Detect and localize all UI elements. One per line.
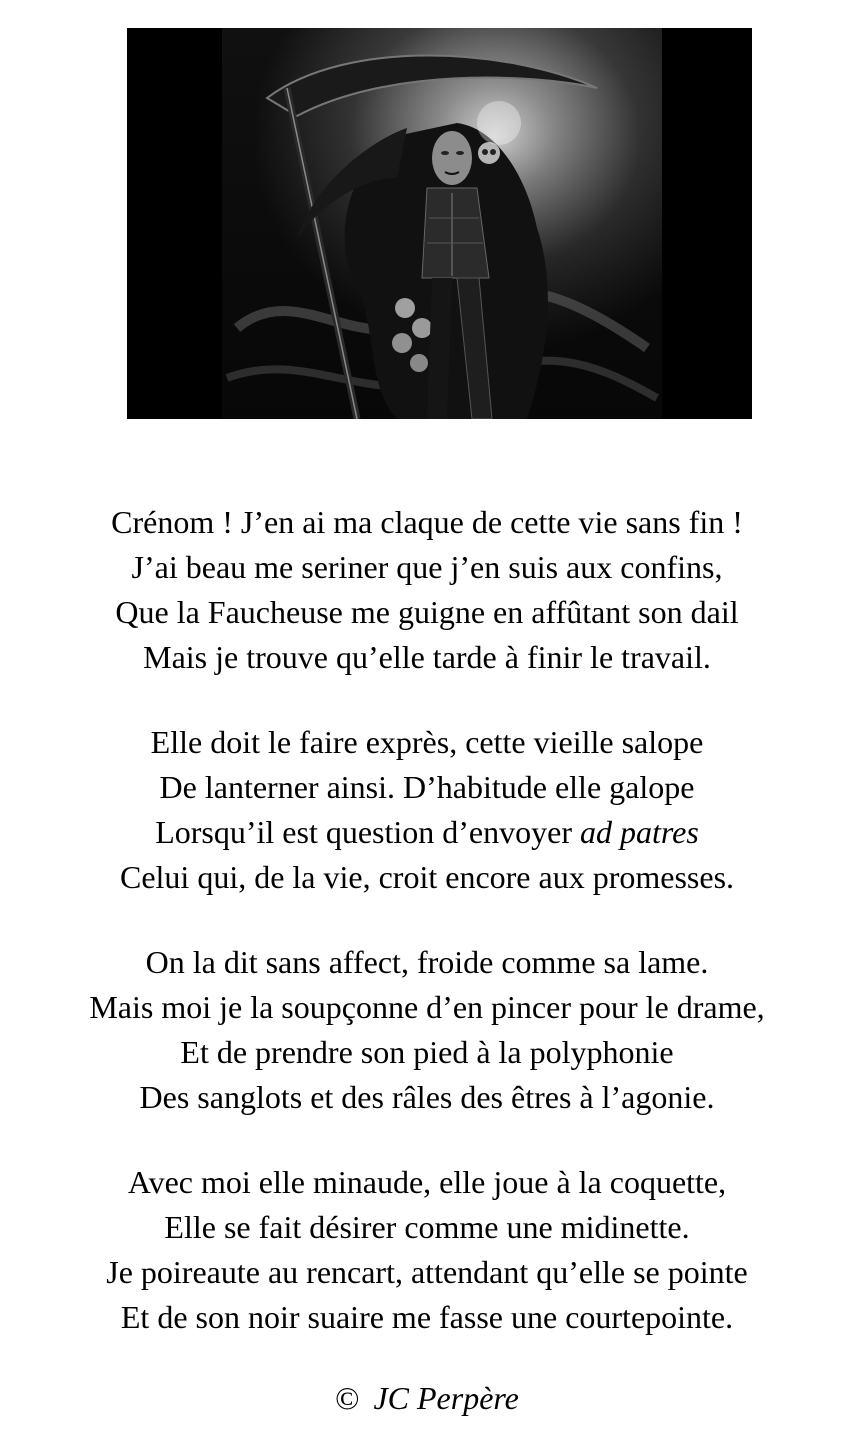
stanza-1: [0, 500, 854, 680]
poem-line: Et de prendre son pied à la polyphonie: [180, 1034, 674, 1070]
poem-line: Que la Faucheuse me guigne en affûtant son dail: [115, 594, 739, 630]
poem-line: On la dit sans affect, froide comme sa lame.: [145, 944, 709, 980]
reaper-image: [127, 28, 752, 419]
italic-phrase: ad patres: [579, 814, 699, 850]
poem-line: Celui qui, de la vie, croit encore aux promesses.: [119, 859, 735, 895]
poem-line: Mais moi je la soupçonne d’en pincer pour le drame,: [89, 989, 765, 1025]
poem-line: Elle doit le faire exprès, cette vieille salope: [150, 724, 704, 760]
poem: [0, 500, 854, 1380]
stanza-4: [0, 1160, 854, 1340]
poem-line: Avec moi elle minaude, elle joue à la coquette,: [127, 1164, 727, 1200]
author-name: JC Perpère: [373, 1380, 519, 1416]
poem-line-text: Lorsqu’il est question d’envoyer: [155, 814, 580, 850]
signature: [0, 1376, 854, 1421]
copyright-symbol: ©: [335, 1380, 360, 1416]
poem-line: J’ai beau me seriner que j’en suis aux confins,: [131, 549, 723, 585]
reaper-illustration: [127, 28, 752, 419]
poem-line: Des sanglots et des râles des êtres à l’agonie.: [139, 1079, 715, 1115]
poem-line: Je poireaute au rencart, attendant qu’elle se pointe: [106, 1254, 748, 1290]
stanza-2: [0, 720, 854, 900]
poem-line: Et de son noir suaire me fasse une courtepointe.: [120, 1299, 734, 1335]
poem-line: Elle se fait désirer comme une midinette.: [164, 1209, 690, 1245]
poem-line: Crénom ! J’en ai ma claque de cette vie sans fin !: [111, 504, 743, 540]
poem-line: De lanterner ainsi. D’habitude elle galope: [159, 769, 695, 805]
poem-line: Mais je trouve qu’elle tarde à finir le travail.: [143, 639, 711, 675]
stanza-3: [0, 940, 854, 1120]
poem-line-with-italic: [0, 810, 854, 855]
